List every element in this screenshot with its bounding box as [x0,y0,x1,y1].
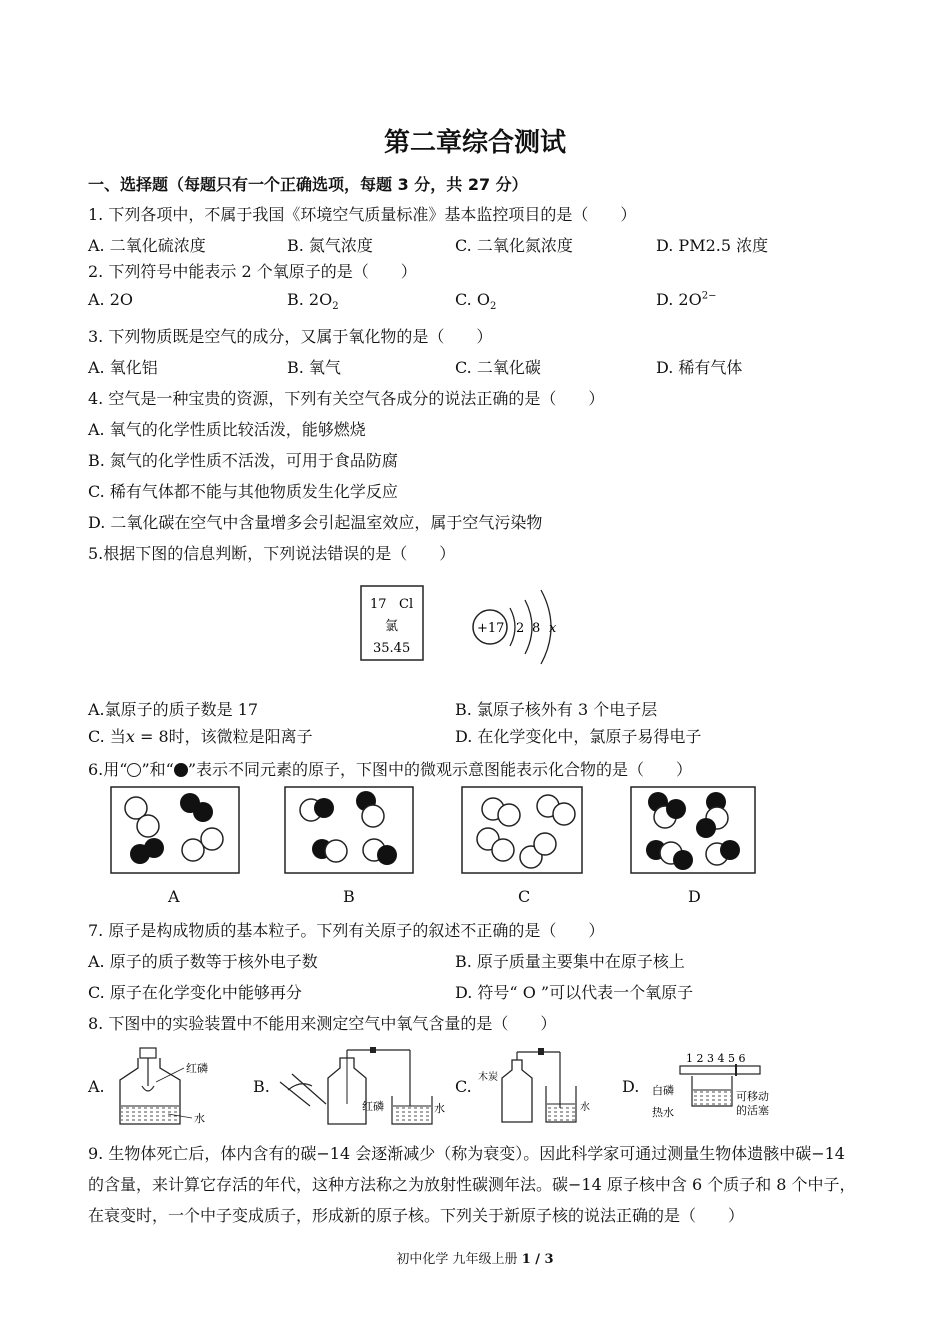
q2-option-c: C. $O_2$ [455,290,497,313]
q7-option-c: C. 原子在化学变化中能够再分 [88,983,302,1002]
shell-1-electrons: 2 [516,621,525,636]
q4-option-d: D. 二氧化碳在空气中含量增多会引起温室效应，属于空气污染物 [88,513,543,532]
q5-option-d: D. 在化学变化中，氯原子易得电子 [455,727,702,746]
q7-option-d: D. 符号“ O ”可以代表一个氧原子 [455,983,694,1002]
label-scale: 1 2 3 4 5 6 [686,1052,746,1065]
label-movable-piston-1: 可移动 [736,1090,769,1103]
label-white-phosphorus: 白磷 [652,1084,674,1097]
q1-option-d: D. PM2.5 浓度 [656,236,769,255]
shell-2-electrons: 8 [532,621,541,636]
q2-option-d: D. $2O^{2-}$ [656,290,717,309]
question-7-stem: 7. 原子是构成物质的基本粒子。下列有关原子的叙述不正确的是（ ） [88,921,605,940]
q5-option-c: C. 当x = 8时，该微粒是阳离子 [88,727,313,746]
diagram-c [462,787,582,873]
question-9-line-1: 9. 生物体死亡后，体内含有的碳−14 会逐渐减少（称为衰变）。因此科学家可通过测量生物体遗骸中碳−14 [88,1144,845,1163]
question-9-line-3: 在衰变时，一个中子变成质子，形成新的原子核。下列关于新原子核的说法正确的是（ ） [88,1206,745,1225]
q4-option-a: A. 氧气的化学性质比较活泼，能够燃烧 [88,420,366,439]
q3-option-d: D. 稀有气体 [656,358,743,377]
question-3-stem: 3. 下列物质既是空气的成分，又属于氧化物的是（ ） [88,327,493,346]
q2-option-b: B. $2O_2$ [287,290,339,313]
q2-option-a: A. 2O [88,290,134,309]
section-heading: 一、选择题（每题只有一个正确选项，每题 3 分，共 27 分） [88,175,528,194]
diagram-label-d: D [688,887,701,906]
q1-option-b: B. 氮气浓度 [287,236,373,255]
q3-option-c: C. 二氧化碳 [455,358,541,377]
molecule-diagrams [108,784,768,876]
apparatus-a [108,1046,218,1128]
page-number: 1 / 3 [521,1252,554,1267]
q8-option-c-label: C. [455,1077,472,1096]
q5-option-a: A.氯原子的质子数是 17 [88,700,259,719]
label-water: 水 [194,1112,205,1125]
q5-option-b: B. 氯原子核外有 3 个电子层 [455,700,658,719]
label-red-phosphorus: 红磷 [186,1062,208,1075]
question-9-line-2: 的含量，来计算它存活的年代，这种方法称之为放射性碳测年法。碳−14 原子核中含 6 个质子和 8 个中子， [88,1175,856,1194]
question-8-stem: 8. 下图中的实验装置中不能用来测定空气中氧气含量的是（ ） [88,1014,557,1033]
q8-option-b-label: B. [253,1077,270,1096]
q4-option-b: B. 氮气的化学性质不活泼，可用于食品防腐 [88,451,398,470]
cell-atomic-mass: 35.45 [373,641,411,656]
q8-option-d-label: D. [622,1077,640,1096]
diagram-label-c: C [518,887,531,906]
cell-atomic-number: 17 [370,597,387,612]
question-4-stem: 4. 空气是一种宝贵的资源，下列有关空气各成分的说法正确的是（ ） [88,389,605,408]
black-atom-icon [174,763,188,777]
q8-option-a-label: A. [88,1077,105,1096]
page-footer: 初中化学 九年级上册 1 / 3 [396,1252,554,1267]
page-title: 第二章综合测试 [383,128,566,158]
diagram-a [111,787,239,873]
cell-symbol: Cl [399,597,414,612]
chlorine-info-figure [355,578,575,668]
question-6-stem: 6.用“ ”和“ ”表示不同元素的原子，下图中的微观示意图能表示化合物的是（ ） [88,760,693,779]
q1-option-a: A. 二氧化硫浓度 [88,236,206,255]
label-hot-water: 热水 [652,1106,674,1119]
diagram-d [631,787,755,873]
apparatus-b [270,1046,450,1128]
nucleus-charge: +17 [477,621,505,636]
shell-arc-1 [510,608,515,646]
diagram-label-b: B [343,887,355,906]
label-movable-piston-2: 的活塞 [736,1104,769,1117]
q3-option-b: B. 氧气 [287,358,341,377]
diagram-b [285,787,413,873]
q4-option-c: C. 稀有气体都不能与其他物质发生化学反应 [88,482,398,501]
q3-option-a: A. 氧化铝 [88,358,158,377]
q7-option-b: B. 原子质量主要集中在原子核上 [455,952,685,971]
q1-option-c: C. 二氧化氮浓度 [455,236,573,255]
shell-3-electrons: x [549,621,557,636]
label-charcoal: 木炭 [478,1072,498,1083]
question-2-stem: 2. 下列符号中能表示 2 个氧原子的是（ ） [88,262,417,281]
label-water-c: 水 [580,1102,590,1113]
apparatus-c [476,1046,606,1128]
q7-option-a: A. 原子的质子数等于核外电子数 [88,952,318,971]
question-1-stem: 1. 下列各项中，不属于我国《环境空气质量标准》基本监控项目的是（ ） [88,205,637,224]
diagram-label-a: A [168,887,180,906]
shell-arc-2 [525,600,532,654]
question-5-stem: 5.根据下图的信息判断，下列说法错误的是（ ） [88,544,456,563]
label-water-b: 水 [434,1102,445,1115]
white-atom-icon [127,763,141,777]
label-red-phosphorus-b: 红磷 [362,1100,384,1113]
apparatus-d [646,1050,796,1128]
cell-element-name: 氯 [385,619,399,634]
